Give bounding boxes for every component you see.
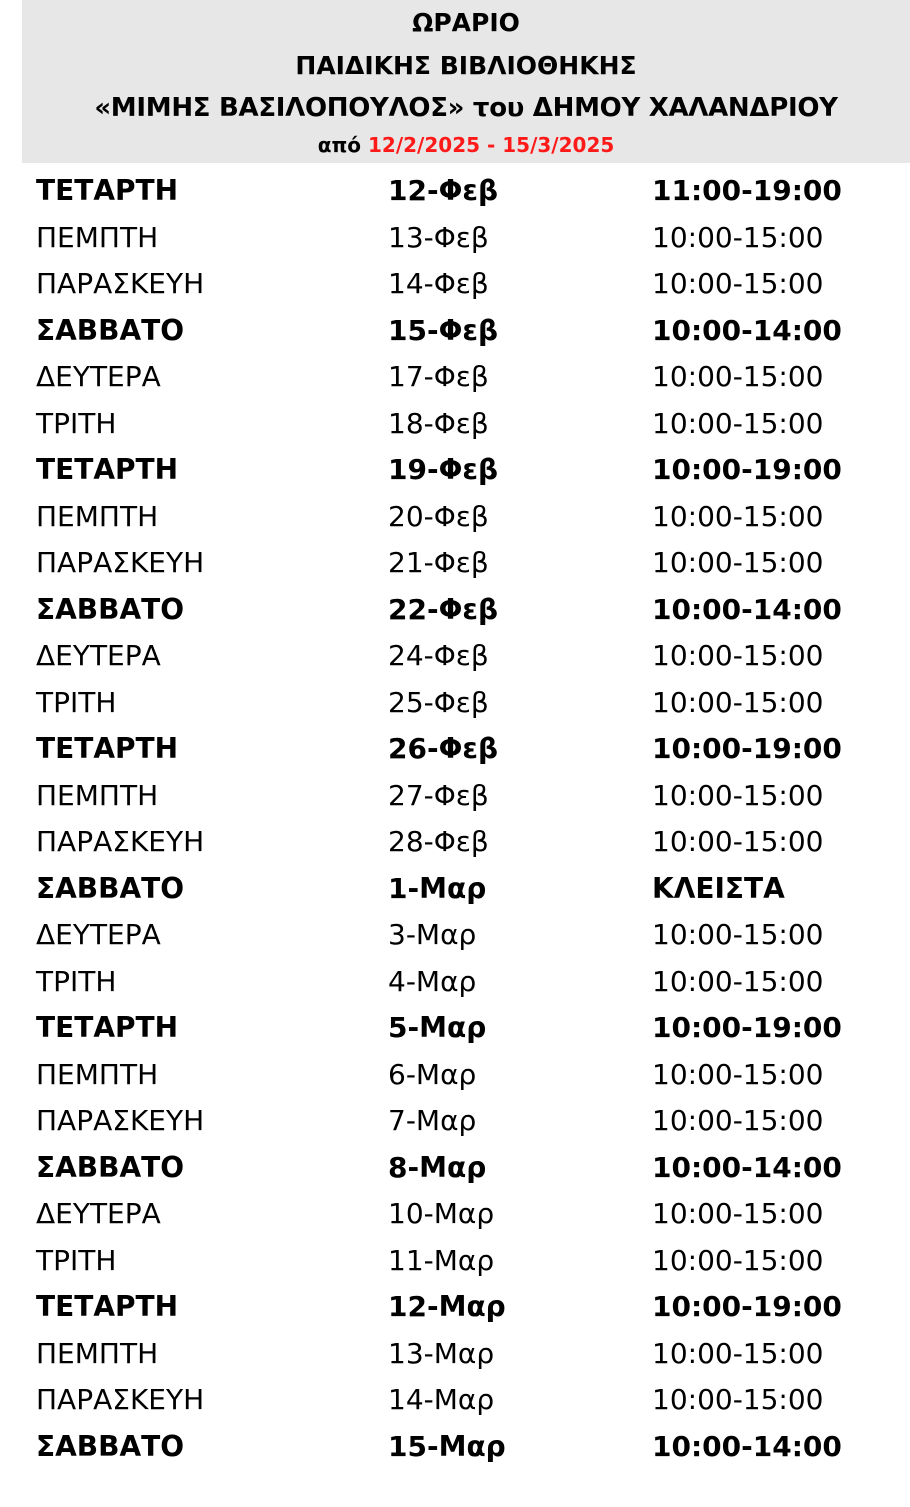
page-subtitle: ΠΑΙΔΙΚΗΣ ΒΙΒΛΙΟΘΗΚΗΣ bbox=[295, 51, 637, 80]
date-cell: 13-Φεβ bbox=[388, 220, 489, 254]
table-row bbox=[0, 1284, 910, 1331]
day-cell: ΠΕΜΠΤΗ bbox=[36, 1057, 159, 1091]
table-row bbox=[0, 773, 910, 820]
table-row bbox=[0, 1238, 910, 1285]
date-cell: 21-Φεβ bbox=[388, 546, 489, 579]
table-row bbox=[0, 1191, 910, 1238]
day-cell: ΣΑΒΒΑΤΟ bbox=[36, 1150, 185, 1184]
hours-cell: 10:00-14:00 bbox=[652, 1150, 842, 1184]
table-row bbox=[0, 1424, 910, 1471]
day-cell: ΤΡΙΤΗ bbox=[36, 406, 117, 440]
hours-cell: 10:00-19:00 bbox=[652, 1011, 842, 1044]
date-range-prefix: από bbox=[317, 133, 362, 157]
table-row bbox=[0, 1145, 910, 1192]
date-cell: 4-Μαρ bbox=[388, 964, 477, 998]
hours-cell: 10:00-14:00 bbox=[652, 1429, 842, 1463]
hours-cell: 10:00-15:00 bbox=[652, 1336, 824, 1370]
date-cell: 7-Μαρ bbox=[388, 1104, 477, 1137]
table-row bbox=[0, 1005, 910, 1052]
day-cell: ΠΕΜΠΤΗ bbox=[36, 1336, 159, 1370]
table-row bbox=[0, 1377, 910, 1424]
date-cell: 20-Φεβ bbox=[388, 499, 489, 533]
table-row bbox=[0, 726, 910, 773]
table-row bbox=[0, 866, 910, 913]
hours-cell: ΚΛΕΙΣΤΑ bbox=[652, 871, 785, 905]
day-cell: ΠΑΡΑΣΚΕΥΗ bbox=[36, 1104, 205, 1137]
day-cell: ΔΕΥΤΕΡΑ bbox=[36, 639, 161, 672]
date-range-dates: 12/2/2025 - 15/3/2025 bbox=[368, 133, 615, 157]
day-cell: ΔΕΥΤΕΡΑ bbox=[36, 360, 161, 393]
hours-cell: 10:00-15:00 bbox=[652, 499, 824, 533]
hours-cell: 11:00-19:00 bbox=[652, 174, 842, 207]
hours-cell: 10:00-15:00 bbox=[652, 918, 824, 951]
day-cell: ΤΕΤΑΡΤΗ bbox=[36, 453, 179, 486]
library-name: «ΜΙΜΗΣ ΒΑΣΙΛΟΠΟΥΛΟΣ» του ΔΗΜΟΥ ΧΑΛΑΝΔΡΙΟΥ bbox=[94, 93, 838, 123]
hours-cell: 10:00-15:00 bbox=[652, 1057, 824, 1091]
day-cell: ΤΕΤΑΡΤΗ bbox=[36, 732, 179, 765]
date-cell: 26-Φεβ bbox=[388, 732, 499, 765]
table-row bbox=[0, 1331, 910, 1378]
day-cell: ΣΑΒΒΑΤΟ bbox=[36, 592, 185, 626]
day-cell: ΔΕΥΤΕΡΑ bbox=[36, 1197, 161, 1230]
hours-cell: 10:00-15:00 bbox=[652, 1104, 824, 1137]
date-cell: 25-Φεβ bbox=[388, 685, 489, 719]
date-cell: 12-Μαρ bbox=[388, 1290, 506, 1323]
date-cell: 13-Μαρ bbox=[388, 1336, 495, 1370]
table-row bbox=[0, 494, 910, 541]
hours-cell: 10:00-15:00 bbox=[652, 639, 824, 672]
date-cell: 14-Μαρ bbox=[388, 1383, 495, 1416]
table-row bbox=[0, 354, 910, 401]
day-cell: ΔΕΥΤΕΡΑ bbox=[36, 918, 161, 951]
day-cell: ΤΡΙΤΗ bbox=[36, 964, 117, 998]
hours-cell: 10:00-15:00 bbox=[652, 406, 824, 440]
date-cell: 18-Φεβ bbox=[388, 406, 489, 440]
hours-cell: 10:00-15:00 bbox=[652, 546, 824, 579]
day-cell: ΠΕΜΠΤΗ bbox=[36, 220, 159, 254]
table-row bbox=[0, 168, 910, 215]
hours-cell: 10:00-19:00 bbox=[652, 732, 842, 765]
date-cell: 15-Μαρ bbox=[388, 1429, 506, 1463]
hours-cell: 10:00-19:00 bbox=[652, 1290, 842, 1323]
table-row bbox=[0, 959, 910, 1006]
hours-cell: 10:00-15:00 bbox=[652, 267, 824, 300]
hours-cell: 10:00-15:00 bbox=[652, 1243, 824, 1277]
hours-cell: 10:00-15:00 bbox=[652, 964, 824, 998]
day-cell: ΠΑΡΑΣΚΕΥΗ bbox=[36, 1383, 205, 1416]
date-cell: 27-Φεβ bbox=[388, 778, 489, 812]
day-cell: ΠΕΜΠΤΗ bbox=[36, 499, 159, 533]
day-cell: ΣΑΒΒΑΤΟ bbox=[36, 871, 185, 905]
day-cell: ΠΑΡΑΣΚΕΥΗ bbox=[36, 825, 205, 858]
table-row bbox=[0, 261, 910, 308]
hours-cell: 10:00-15:00 bbox=[652, 220, 824, 254]
table-row bbox=[0, 819, 910, 866]
page-title: ΩΡΑΡΙΟ bbox=[412, 8, 520, 37]
day-cell: ΤΡΙΤΗ bbox=[36, 685, 117, 719]
table-row bbox=[0, 912, 910, 959]
table-row bbox=[0, 1098, 910, 1145]
hours-cell: 10:00-14:00 bbox=[652, 592, 842, 626]
day-cell: ΤΕΤΑΡΤΗ bbox=[36, 1290, 179, 1323]
table-row bbox=[0, 540, 910, 587]
date-cell: 10-Μαρ bbox=[388, 1197, 495, 1230]
hours-cell: 10:00-15:00 bbox=[652, 1197, 824, 1230]
day-cell: ΣΑΒΒΑΤΟ bbox=[36, 313, 185, 347]
date-cell: 6-Μαρ bbox=[388, 1057, 477, 1091]
table-row bbox=[0, 587, 910, 634]
day-cell: ΤΡΙΤΗ bbox=[36, 1243, 117, 1277]
date-cell: 5-Μαρ bbox=[388, 1011, 487, 1044]
schedule-header bbox=[22, 0, 910, 163]
table-row bbox=[0, 680, 910, 727]
hours-cell: 10:00-15:00 bbox=[652, 685, 824, 719]
day-cell: ΤΕΤΑΡΤΗ bbox=[36, 174, 179, 207]
table-row bbox=[0, 1052, 910, 1099]
hours-cell: 10:00-15:00 bbox=[652, 825, 824, 858]
hours-cell: 10:00-15:00 bbox=[652, 360, 824, 393]
day-cell: ΠΕΜΠΤΗ bbox=[36, 778, 159, 812]
date-cell: 3-Μαρ bbox=[388, 918, 477, 951]
date-cell: 1-Μαρ bbox=[388, 871, 487, 905]
date-cell: 12-Φεβ bbox=[388, 174, 499, 207]
hours-cell: 10:00-19:00 bbox=[652, 453, 842, 486]
day-cell: ΠΑΡΑΣΚΕΥΗ bbox=[36, 546, 205, 579]
day-cell: ΠΑΡΑΣΚΕΥΗ bbox=[36, 267, 205, 300]
day-cell: ΣΑΒΒΑΤΟ bbox=[36, 1429, 185, 1463]
hours-cell: 10:00-14:00 bbox=[652, 313, 842, 347]
table-row bbox=[0, 401, 910, 448]
day-cell: ΤΕΤΑΡΤΗ bbox=[36, 1011, 179, 1044]
date-range bbox=[22, 130, 910, 160]
date-cell: 24-Φεβ bbox=[388, 639, 489, 672]
table-row bbox=[0, 633, 910, 680]
table-row bbox=[0, 215, 910, 262]
table-row bbox=[0, 447, 910, 494]
date-cell: 19-Φεβ bbox=[388, 453, 499, 486]
date-cell: 14-Φεβ bbox=[388, 267, 489, 300]
table-row bbox=[0, 308, 910, 355]
hours-cell: 10:00-15:00 bbox=[652, 1383, 824, 1416]
schedule-table bbox=[0, 168, 910, 1470]
date-cell: 17-Φεβ bbox=[388, 360, 489, 393]
date-cell: 15-Φεβ bbox=[388, 313, 499, 347]
date-cell: 28-Φεβ bbox=[388, 825, 489, 858]
date-cell: 8-Μαρ bbox=[388, 1150, 487, 1184]
date-cell: 22-Φεβ bbox=[388, 592, 499, 626]
hours-cell: 10:00-15:00 bbox=[652, 778, 824, 812]
date-cell: 11-Μαρ bbox=[388, 1243, 495, 1277]
